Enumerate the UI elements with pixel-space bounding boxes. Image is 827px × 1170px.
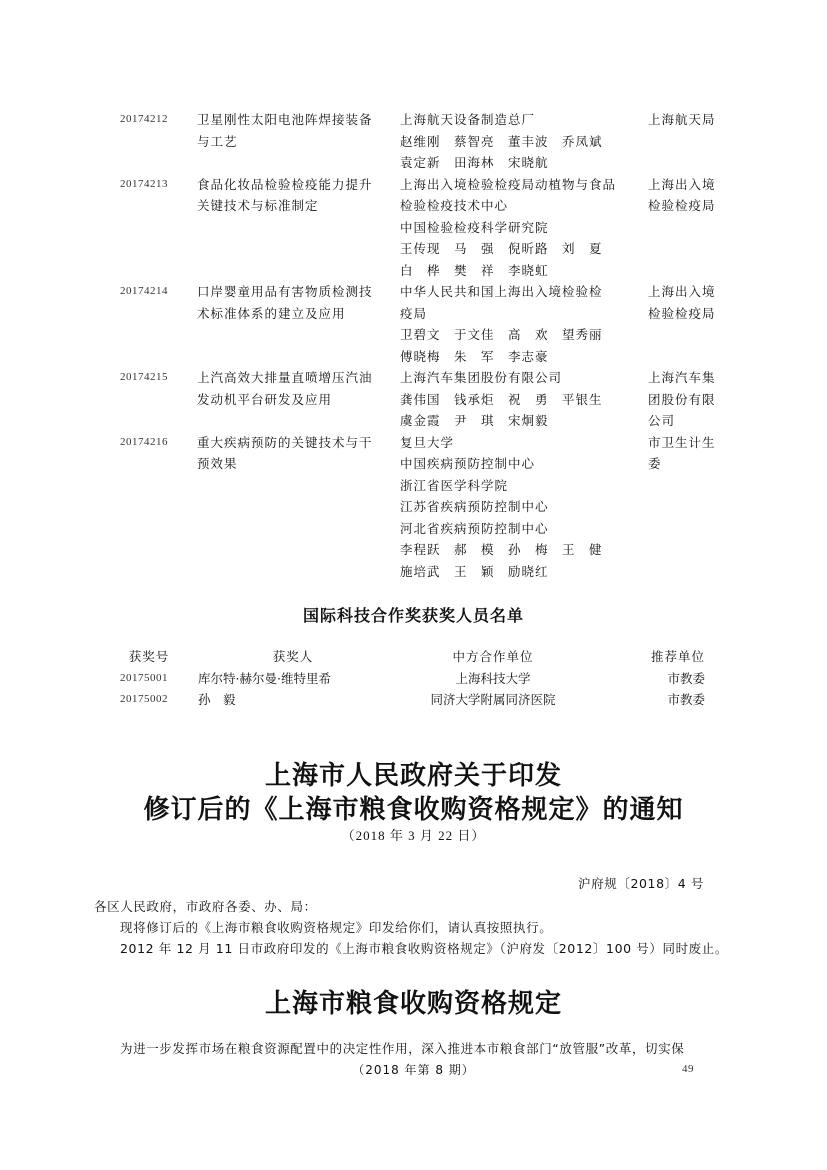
award-recommender	[648, 109, 728, 174]
intl-table-header	[120, 646, 720, 668]
intl-cell: 20175001	[120, 671, 168, 684]
award-id: 20174214	[120, 285, 168, 297]
award-title	[197, 367, 400, 432]
salutation: 各区人民政府，市政府各委、办、局：	[94, 899, 317, 914]
award-recommender	[648, 367, 728, 432]
award-units-line: 浙江省医学科学院	[400, 477, 509, 493]
award-units	[400, 281, 648, 367]
award-recommender	[648, 174, 728, 282]
award-title-line: 上汽高效大排量直喷增压汽油	[197, 370, 373, 385]
intl-cell: 同济大学附属同济医院	[430, 692, 556, 707]
award-recommender-line: 检验检疫局	[648, 305, 716, 321]
award-recommender	[648, 281, 728, 367]
award-id: 20174213	[120, 177, 168, 190]
award-units-line: 卫碧文 于文佳 高 欢 望秀丽	[400, 327, 603, 342]
award-title-line: 口岸婴童用品有害物质检测技	[197, 284, 373, 299]
award-units	[400, 367, 648, 432]
notice-title-line1: 上海市人民政府关于印发	[264, 761, 562, 791]
award-units	[400, 432, 648, 583]
issue-footer: （2018 年第 8 期）	[352, 1063, 475, 1077]
intl-cell: 市教委	[667, 670, 705, 686]
award-row	[120, 367, 720, 432]
award-recommender-line: 检验检疫局	[648, 198, 716, 213]
award-title-line: 发动机平台研发及应用	[197, 391, 333, 407]
notice-date: （2018 年 3 月 22 日）	[341, 828, 486, 843]
column-header: 获奖号	[128, 649, 170, 664]
award-row	[120, 174, 720, 282]
regulation-title: 上海市粮食收购资格规定	[264, 989, 562, 1019]
notice-title-line2: 修订后的《上海市粮食收购资格规定》的通知	[143, 795, 684, 825]
column-header: 获奖人	[272, 649, 314, 664]
award-units-line: 上海航天设备制造总厂	[400, 112, 536, 127]
award-units-line: 检验检疫技术中心	[400, 198, 509, 213]
award-title	[197, 174, 400, 282]
award-units-line: 疫局	[400, 305, 428, 321]
award-units-line: 袁定新 田海林 宋晓航	[400, 155, 549, 170]
award-title-line: 与工艺	[197, 133, 238, 149]
award-units	[400, 174, 648, 282]
page-number: 49	[682, 1063, 694, 1075]
notice-paragraph-1: 现将修订后的《上海市粮食收购资格规定》印发给你们，请认真按照执行。	[120, 920, 553, 935]
award-units-line: 王传现 马 强 倪昕路 刘 夏	[400, 241, 603, 256]
award-id: 20174212	[120, 113, 168, 125]
award-id: 20174215	[120, 371, 168, 383]
award-title-line: 卫星刚性太阳电池阵焊接装备	[197, 112, 373, 127]
regulation-paragraph-1: 为进一步发挥市场在粮食资源配置中的决定性作用，深入推进本市粮食部门“放管服”改革，切实保	[120, 1041, 685, 1056]
award-units-line: 中华人民共和国上海出入境检验检	[400, 284, 603, 299]
intl-table-row	[120, 668, 720, 690]
award-recommender-line: 委	[648, 456, 662, 471]
award-units-line: 中国检验检疫科学研究院	[400, 219, 549, 235]
award-title-line: 预效果	[197, 456, 238, 471]
intl-cell: 孙 毅	[198, 692, 236, 707]
award-units-line: 施培武 王 颖 励晓红	[400, 563, 549, 579]
award-row	[120, 432, 720, 583]
award-units-line: 河北省疾病预防控制中心	[400, 520, 549, 536]
intl-cell: 库尔特·赫尔曼·维特里希	[198, 670, 331, 686]
award-units-line: 龚伟国 钱承炬 祝 勇 平银生	[400, 391, 603, 407]
intl-cell: 市教委	[667, 692, 705, 707]
award-id: 20174216	[120, 435, 168, 448]
award-recommender-line: 团股份有限	[648, 391, 716, 407]
column-header: 中方合作单位	[452, 649, 534, 664]
award-title	[197, 281, 400, 367]
award-units-line: 赵维刚 蔡智亮 董丰波 乔凤斌	[400, 133, 603, 149]
award-recommender-line: 上海出入境	[648, 176, 716, 192]
award-row	[120, 281, 720, 367]
notice-paragraph-2: 2012 年 12 月 11 日市政府印发的《上海市粮食收购资格规定》（沪府发〔2012〕100 号）同时废止。	[120, 941, 728, 956]
award-title-line: 食品化妆品检验检疫能力提升	[197, 176, 373, 192]
award-units-line: 复旦大学	[400, 434, 455, 450]
award-units-line: 傅晓梅 朱 军 李志豪	[400, 348, 549, 364]
intl-award-table	[120, 646, 720, 711]
doc-number: 沪府规〔2018〕4 号	[578, 876, 704, 891]
award-title-line: 术标准体系的建立及应用	[197, 305, 346, 321]
award-units-line: 白 桦 樊 祥 李晓虹	[400, 262, 549, 278]
award-title-line: 关键技术与标准制定	[197, 198, 319, 213]
intl-cell: 上海科技大学	[455, 670, 531, 686]
award-units-line: 李程跃 郝 模 孙 梅 王 健	[400, 542, 603, 557]
award-recommender-line: 市卫生计生	[648, 434, 716, 450]
intl-section-heading: 国际科技合作奖获奖人员名单	[302, 606, 524, 625]
award-recommender	[648, 432, 728, 583]
award-row	[120, 109, 720, 174]
award-title	[197, 432, 400, 583]
award-recommender-line: 上海航天局	[648, 112, 716, 127]
award-recommender-line: 上海汽车集	[648, 370, 716, 385]
award-title-line: 重大疾病预防的关键技术与干	[197, 434, 373, 450]
award-units	[400, 109, 648, 174]
award-recommender-line: 上海出入境	[648, 284, 716, 299]
intl-cell: 20175002	[120, 693, 168, 705]
intl-table-row	[120, 689, 720, 711]
award-units-line: 中国疾病预防控制中心	[400, 456, 536, 471]
award-units-line: 江苏省疾病预防控制中心	[400, 499, 549, 514]
column-header: 推荐单位	[650, 649, 705, 664]
award-recommender-line: 公司	[648, 413, 676, 428]
award-units-line: 虞金霞 尹 琪 宋炯毅	[400, 413, 549, 428]
award-title	[197, 109, 400, 174]
award-units-line: 上海汽车集团股份有限公司	[400, 370, 563, 385]
award-units-line: 上海出入境检验检疫局动植物与食品	[400, 176, 617, 192]
awards-table	[120, 109, 720, 582]
